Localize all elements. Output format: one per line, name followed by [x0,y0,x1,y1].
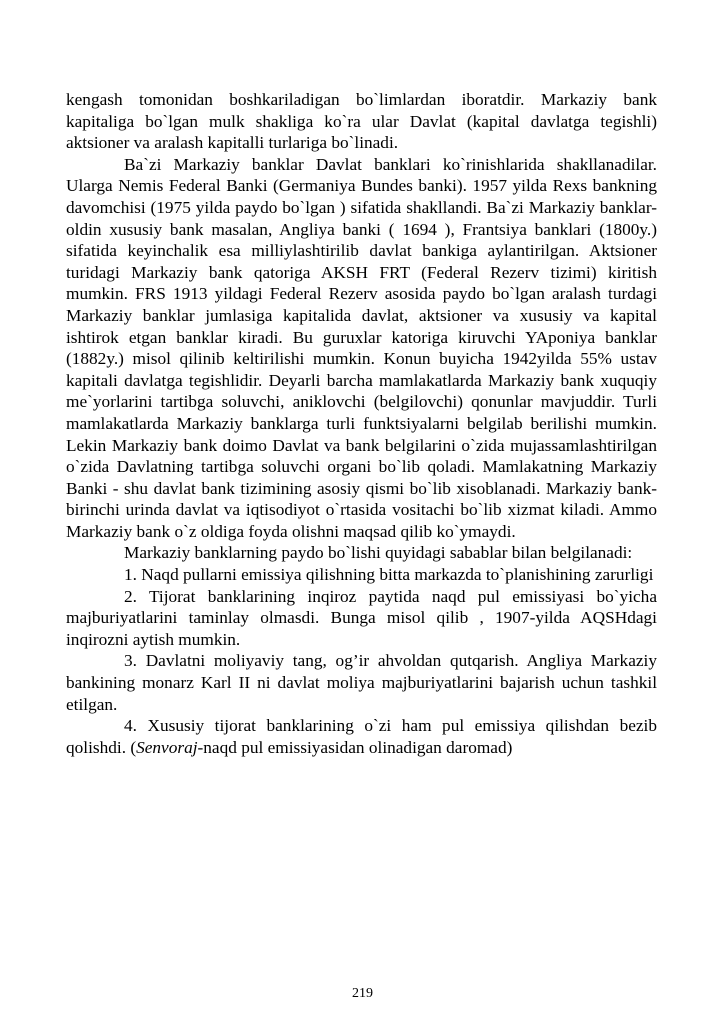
page-body [66,89,657,758]
list-item-1: 1. Naqd pullarni emissiya qilishning bitta markazda to`planishining zarurligi [124,565,654,585]
list-item-2: 2. Tijorat banklarining inqiroz paytida naqd pul emissiyasi bo`yicha majburiyatlarini taminlay olmasdi. Bunga misol qilib , 1907-yilda AQSHdagi inqirozni aytish mumkin. [66,586,657,649]
paragraph-central-bank-types: Ba`zi Markaziy banklar Davlat banklari ko`rinishlarida shakllanadilar. Ularga Nemis Federal Banki (Germaniya Bundes banki). 1957 yilda Rexs bankning davomchisi (1975 yilda paydo bo`lgan ) sifatida shakllandi. Ba`zi Markaziy banklar- oldin xususiy bank masalan, Angliya banki ( 1694 ), Frantsiya banklari (1800y.) sifatida keyinchalik esa milliylashtirilib davlat bankiga aylantirilgan. Aktsioner turidagi Markaziy bank qatoriga AKSH FRT (Federal Rezerv tizimi) kiritish mumkin. FRS 1913 yildagi Federal Rezerv asosida paydo bo`lgan aralash turdagi Markaziy banklar jumlasiga kapitalida davlat, aktsioner va xususiy va kapital ishtirok etgan banklar kiradi. Bu guruxlar katoriga kiruvchi YAponiya banklar (1882y.) misol qilinib keltirilishi mumkin. Konun buyicha 1942yilda 55% ustav kapitali davlatga tegishlidir. Deyarli barcha mamlakatlarda Markaziy bank xuquqiy me`yorlarini tartibga soluvchi, aniklovchi (belgilovchi) qonunlar mavjuddir. Turli mamlakatlarda Markaziy banklarga turli funktsiyalarni belgilab berilishi mumkin. Lekin Markaziy bank doimo Davlat va bank belgilarini o`zida mujassamlashtirilgan o`zida Davlatning tartibga soluvchi organi bo`lib qoladi. Mamlakatning Markaziy Banki - shu davlat bank tizimining asosiy qismi bo`lib xisoblanadi. Markaziy bank- birinchi urinda davlat va iqtisodiyot o`rtasida vositachi bo`lib xizmat kiladi. Ammo Markaziy bank o`z oldiga foyda olishni maqsad qilib ko`ymaydi. [66,154,657,541]
paragraph-reasons-intro: Markaziy banklarning paydo bo`lishi quyidagi sabablar bilan belgilanadi: [124,543,633,563]
list-item-4-text: 4. Xususiy tijorat banklarining o`zi ham pul emissiya qilishdan bezib qolishdi. ( [66,716,657,757]
list-item-3: 3. Davlatni moliyaviy tang, og’ir ahvoldan qutqarish. Angliya Markaziy bankining monarz Karl II ni davlat moliya majburiyatlarini bajarish uchun tashkil etilgan. [66,651,657,714]
page-number: 219 [352,986,373,1001]
italic-term: Senvoraj [136,737,198,757]
list-item-4 [66,715,657,758]
paragraph-continued: kengash tomonidan boshkariladigan bo`limlardan iboratdir. Markaziy bank kapitaliga bo`lgan mulk shakliga ko`ra ular Davlat (kapital davlatga tegishli) aktsioner va aralash kapitalli turlariga bo`linadi. [66,90,657,153]
list-item-4-text-end: -naqd pul emissiyasidan olinadigan daromad) [197,737,513,757]
